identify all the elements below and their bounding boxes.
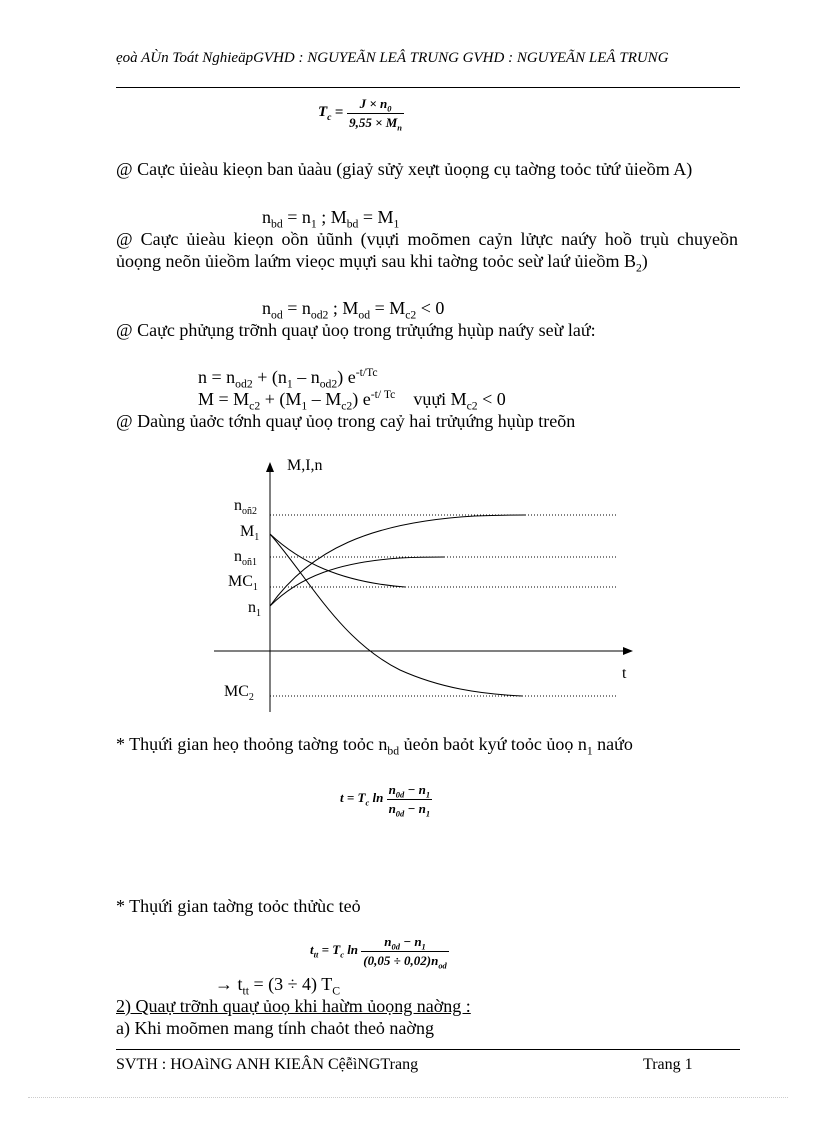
label-mc1: $MC_1$ [228, 573, 258, 593]
paragraph-stable-conditions: @ Caực ủieàu kieọn oồn ủũnh (vụựi moõmen caỷn lửực naứy hoồ trụù chuyeồn ủoọng neõn ủieồm laứm vieọc mụựi sau khi taờng toỏc seừ laứ ủieồm $B_2$) [116, 229, 738, 275]
equation-torque: $M = M_{c2} + (M_1 - M_{c2})$ $e^{-t/ Tc}$ vụựi $M_{c2} < 0$ [198, 388, 506, 413]
formula-actual-time: $t_{tt} = T_c$ ln $\frac{n_{0d} - n_1}{(0,05 \div 0,02)n_{od}}$ [310, 934, 447, 971]
paragraph-acceleration-time: * Thụứi gian heọ thoỏng taờng toỏc $n_{bd}$ ủeỏn baỏt kyứ toỏc ủoọ $n_1$ naứo [116, 734, 633, 758]
equation-stable: $n_{od} = n_{od2}$ ; $M_{od} = M_{c2} < 0$ [262, 298, 445, 322]
label-nod1: $n_{oñ1}$ [234, 548, 257, 568]
equation-speed: $n = n_{od2} + (n_1 - n_{od2})$ $e^{-t/Tc}$ [198, 366, 378, 391]
footer-rule [116, 1049, 740, 1050]
footer-page-number: Trang 1 [643, 1056, 693, 1073]
subsection-heading-a: a) Khi moõmen mang tính chaỏt theỏ naờng [116, 1018, 434, 1038]
paragraph-actual-time: * Thụứi gian taờng toỏc thửùc teỏ [116, 896, 361, 916]
label-nod2: $n_{oñ2}$ [234, 497, 257, 517]
y-axis-arrow [266, 462, 274, 472]
formula-acceleration-time: $t = T_c$ ln $\frac{n_{0d} - n_1}{n_{0d} - n_1}$ [340, 782, 431, 819]
label-n1: $n_1$ [248, 599, 261, 619]
equation-initial: $n_{bd} = n_1$ ; $M_{bd} = M_1$ [262, 207, 400, 231]
torque-curve-to-mc1 [270, 534, 405, 587]
paragraph-transient-equations: @ Caực phửụng trỡnh quaự ủoọ trong trửụứng hụùp naứy seừ laứ: [116, 320, 596, 340]
formula-tc: $T_c$ = $\frac{J \times n_0}{9,55 \times M_n}$ [318, 96, 402, 133]
header-rule [116, 87, 740, 88]
page-header: ẹoà AÙn Toát NghieäpGVHD : NGUYEÃN LEÂ TRUNG GVHD : NGUYEÃN LEÂ TRUNG [116, 50, 669, 66]
transient-chart [200, 450, 640, 720]
label-mc2: $MC_2$ [224, 683, 254, 703]
x-axis-label: t [622, 665, 627, 682]
equation-actual-time-range: → $t_{tt} = (3 \div 4)$ $T_C$ [215, 974, 341, 998]
paragraph-initial-conditions: @ Caực ủieàu kieọn ban ủaàu (giaỷ sửỷ xeựt ủoọng cụ taờng toỏc tửứ ủieồm A) [116, 159, 693, 179]
section-heading-2: 2) Quaự trỡnh quaự ủoọ khi haừm ủoọng naờng : [116, 996, 471, 1016]
y-axis-label: M,I,n [287, 457, 323, 474]
footer-left: SVTH : HOAìNG ANH KIEÂN CệễìNGTrang [116, 1056, 419, 1073]
label-m1: $M_1$ [240, 523, 260, 543]
speed-curve-to-nod1 [270, 557, 445, 606]
paragraph-transient-shape: @ Daùng ủaởc tớnh quaự ủoọ trong caỷ hai trửụứng hụùp treõn [116, 411, 576, 431]
speed-curve-to-nod2 [270, 515, 525, 606]
page-bottom-border [28, 1097, 788, 1098]
x-axis-arrow [623, 647, 633, 655]
